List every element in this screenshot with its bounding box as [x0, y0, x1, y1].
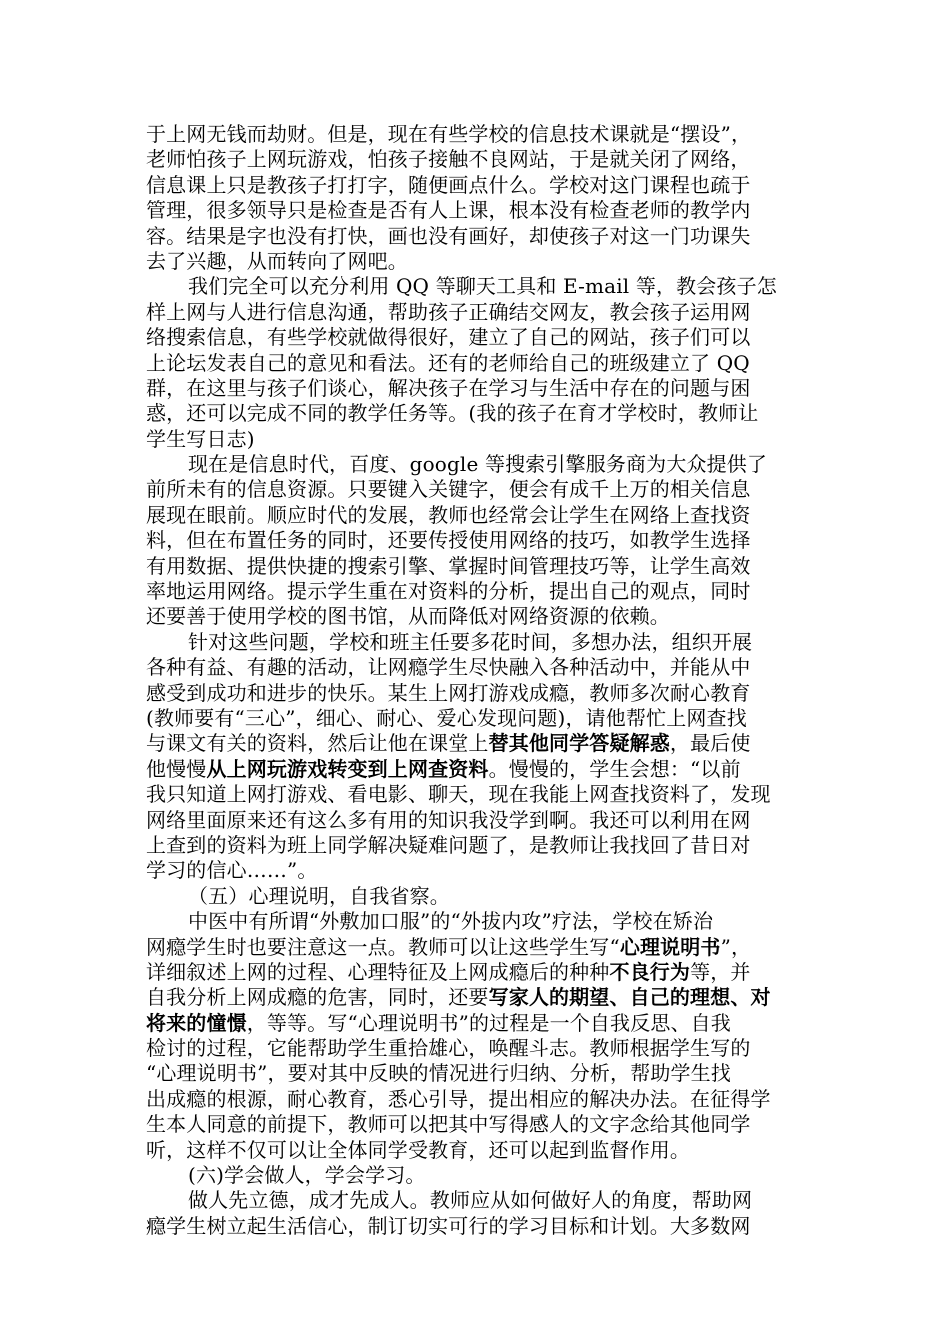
text-line: [146, 960, 811, 985]
text-line: [146, 1011, 811, 1036]
text-run: 。慢慢的，学生会想：“以前: [488, 756, 741, 781]
text-line: 做人先立德，成才先成人。教师应从如何做好人的角度，帮助网: [188, 1188, 753, 1213]
text-line: 群，在这里与孩子们谈心，解决孩子在学习与生活中存在的问题与困: [146, 375, 751, 400]
text-line: 现在是信息时代，百度、google 等搜索引擎服务商为大众提供了: [188, 452, 768, 477]
text-line: 学习的信心……”。: [146, 858, 318, 883]
text-line: 有用数据、提供快捷的搜索引擎、掌握时间管理技巧等，让学生高效: [146, 553, 751, 578]
bold-text: 替其他同学答疑解惑: [488, 731, 670, 756]
text-run: 等，并: [690, 959, 751, 984]
text-line: 听，这样不仅可以让全体同学受教育，还可以起到监督作用。: [146, 1137, 691, 1162]
text-line: 各种有益、有趣的活动，让网瘾学生尽快融入各种活动中，并能从中: [146, 655, 751, 680]
text-run: 详细叙述上网的过程、心理特征及上网成瘾后的种种: [146, 959, 610, 984]
text-run: ”，: [720, 934, 752, 959]
paragraph: [146, 1188, 811, 1239]
text-line: “心理说明书”，要对其中反映的情况进行归纳、分析，帮助学生找: [146, 1061, 731, 1086]
text-line: 于上网无钱而劫财。但是，现在有些学校的信息技术课就是“摆设”，: [146, 122, 752, 146]
text-run: 他慢慢: [146, 756, 207, 781]
paragraph: [146, 909, 811, 1163]
text-run: ，等等。写“心理说明书”的过程是一个自我反思、自我: [246, 1010, 731, 1035]
bold-text: 不良行为: [609, 959, 691, 984]
text-run: ，最后使: [669, 731, 751, 756]
text-line: 感受到成功和进步的快乐。某生上网打游戏成瘾，教师多次耐心教育: [146, 680, 751, 705]
text-line: 惑，还可以完成不同的教学任务等。(我的孩子在育才学校时，教师让: [146, 401, 759, 426]
text-line: 我们完全可以充分利用 QQ 等聊天工具和 E-mail 等，教会孩子怎: [188, 274, 777, 299]
text-line: 检讨的过程，它能帮助学生重拾雄心，唤醒斗志。教师根据学生写的: [146, 1036, 751, 1061]
text-line: 展现在眼前。顺应时代的发展，教师也经常会让学生在网络上查找资: [146, 502, 751, 527]
section-heading: （五）心理说明，自我省察。: [188, 883, 450, 908]
text-line: 上论坛发表自己的意见和看法。还有的老师给自己的班级建立了 QQ: [146, 350, 750, 375]
bold-text: 从上网玩游戏转变到上网查资料: [206, 756, 489, 781]
text-line: 老师怕孩子上网玩游戏，怕孩子接触不良网站，于是就关闭了网络，: [146, 147, 751, 172]
text-line: [146, 731, 811, 756]
text-line: 中医中有所谓“外敷加口服”的“外拔内攻”疗法，学校在矫治: [188, 909, 714, 934]
text-line: 出成瘾的根源，耐心教育，悉心引导，提出相应的解决办法。在征得学: [146, 1086, 771, 1111]
bold-text: 将来的憧憬: [146, 1010, 247, 1035]
paragraph: [146, 452, 811, 630]
text-line: 样上网与人进行信息沟通，帮助孩子正确结交网友，教会孩子运用网: [146, 299, 751, 324]
text-line: 料，但在布置任务的同时，还要传授使用网络的技巧，如教学生选择: [146, 528, 751, 553]
text-line: 上查到的资料为班上同学解决疑难问题了，是教师让我找回了昔日对: [146, 832, 751, 857]
text-line: [146, 935, 811, 960]
paragraph: [146, 274, 811, 452]
paragraph: [146, 630, 811, 884]
text-line: 管理，很多领导只是检查是否有人上课，根本没有检查老师的教学内: [146, 198, 751, 223]
text-line: 前所未有的信息资源。只要键入关键字，便会有成千上万的相关信息: [146, 477, 751, 502]
text-line: 容。结果是字也没有打快，画也没有画好，却使孩子对这一门功课失: [146, 223, 751, 248]
paragraph: [146, 122, 811, 274]
text-line: (教师要有“三心”，细心、耐心、爱心发现问题)，请他帮忙上网查找: [146, 705, 747, 730]
text-line: 去了兴趣，从而转向了网吧。: [146, 248, 408, 273]
bold-text: 心理说明书: [619, 934, 721, 959]
document-page: [146, 122, 811, 1239]
text-line: [146, 985, 811, 1010]
text-line: 网络里面原来还有这么多有用的知识我没学到啊。我还可以利用在网: [146, 807, 751, 832]
bold-text: 写家人的期望、自己的理想、对: [488, 985, 771, 1010]
text-line: 络搜索信息，有些学校就做得很好，建立了自己的网站，孩子们可以: [146, 325, 751, 350]
text-run: 网瘾学生时也要注意这一点。教师可以让这些学生写“: [146, 934, 620, 959]
text-line: 生本人同意的前提下，教师可以把其中写得感人的文字念给其他同学: [146, 1112, 751, 1137]
text-line: 率地运用网络。提示学生重在对资料的分析，提出自己的观点，同时: [146, 579, 751, 604]
text-line: 信息课上只是教孩子打打字，随便画点什么。学校对这门课程也疏于: [146, 172, 751, 197]
text-line: 我只知道上网打游戏、看电影、聊天，现在我能上网查找资料了，发现: [146, 782, 771, 807]
text-line: 还要善于使用学校的图书馆，从而降低对网络资源的依赖。: [146, 604, 670, 629]
text-line: 瘾学生树立起生活信心，制订切实可行的学习目标和计划。大多数网: [146, 1213, 751, 1238]
text-run: 自我分析上网成瘾的危害，同时，还要: [146, 985, 489, 1010]
section-heading: (六)学会做人，学会学习。: [188, 1163, 426, 1188]
text-line: 针对这些问题，学校和班主任要多花时间，多想办法，组织开展: [188, 629, 753, 654]
text-line: 学生写日志): [146, 426, 255, 451]
text-line: [146, 757, 811, 782]
text-run: 与课文有关的资料，然后让他在课堂上: [146, 731, 489, 756]
